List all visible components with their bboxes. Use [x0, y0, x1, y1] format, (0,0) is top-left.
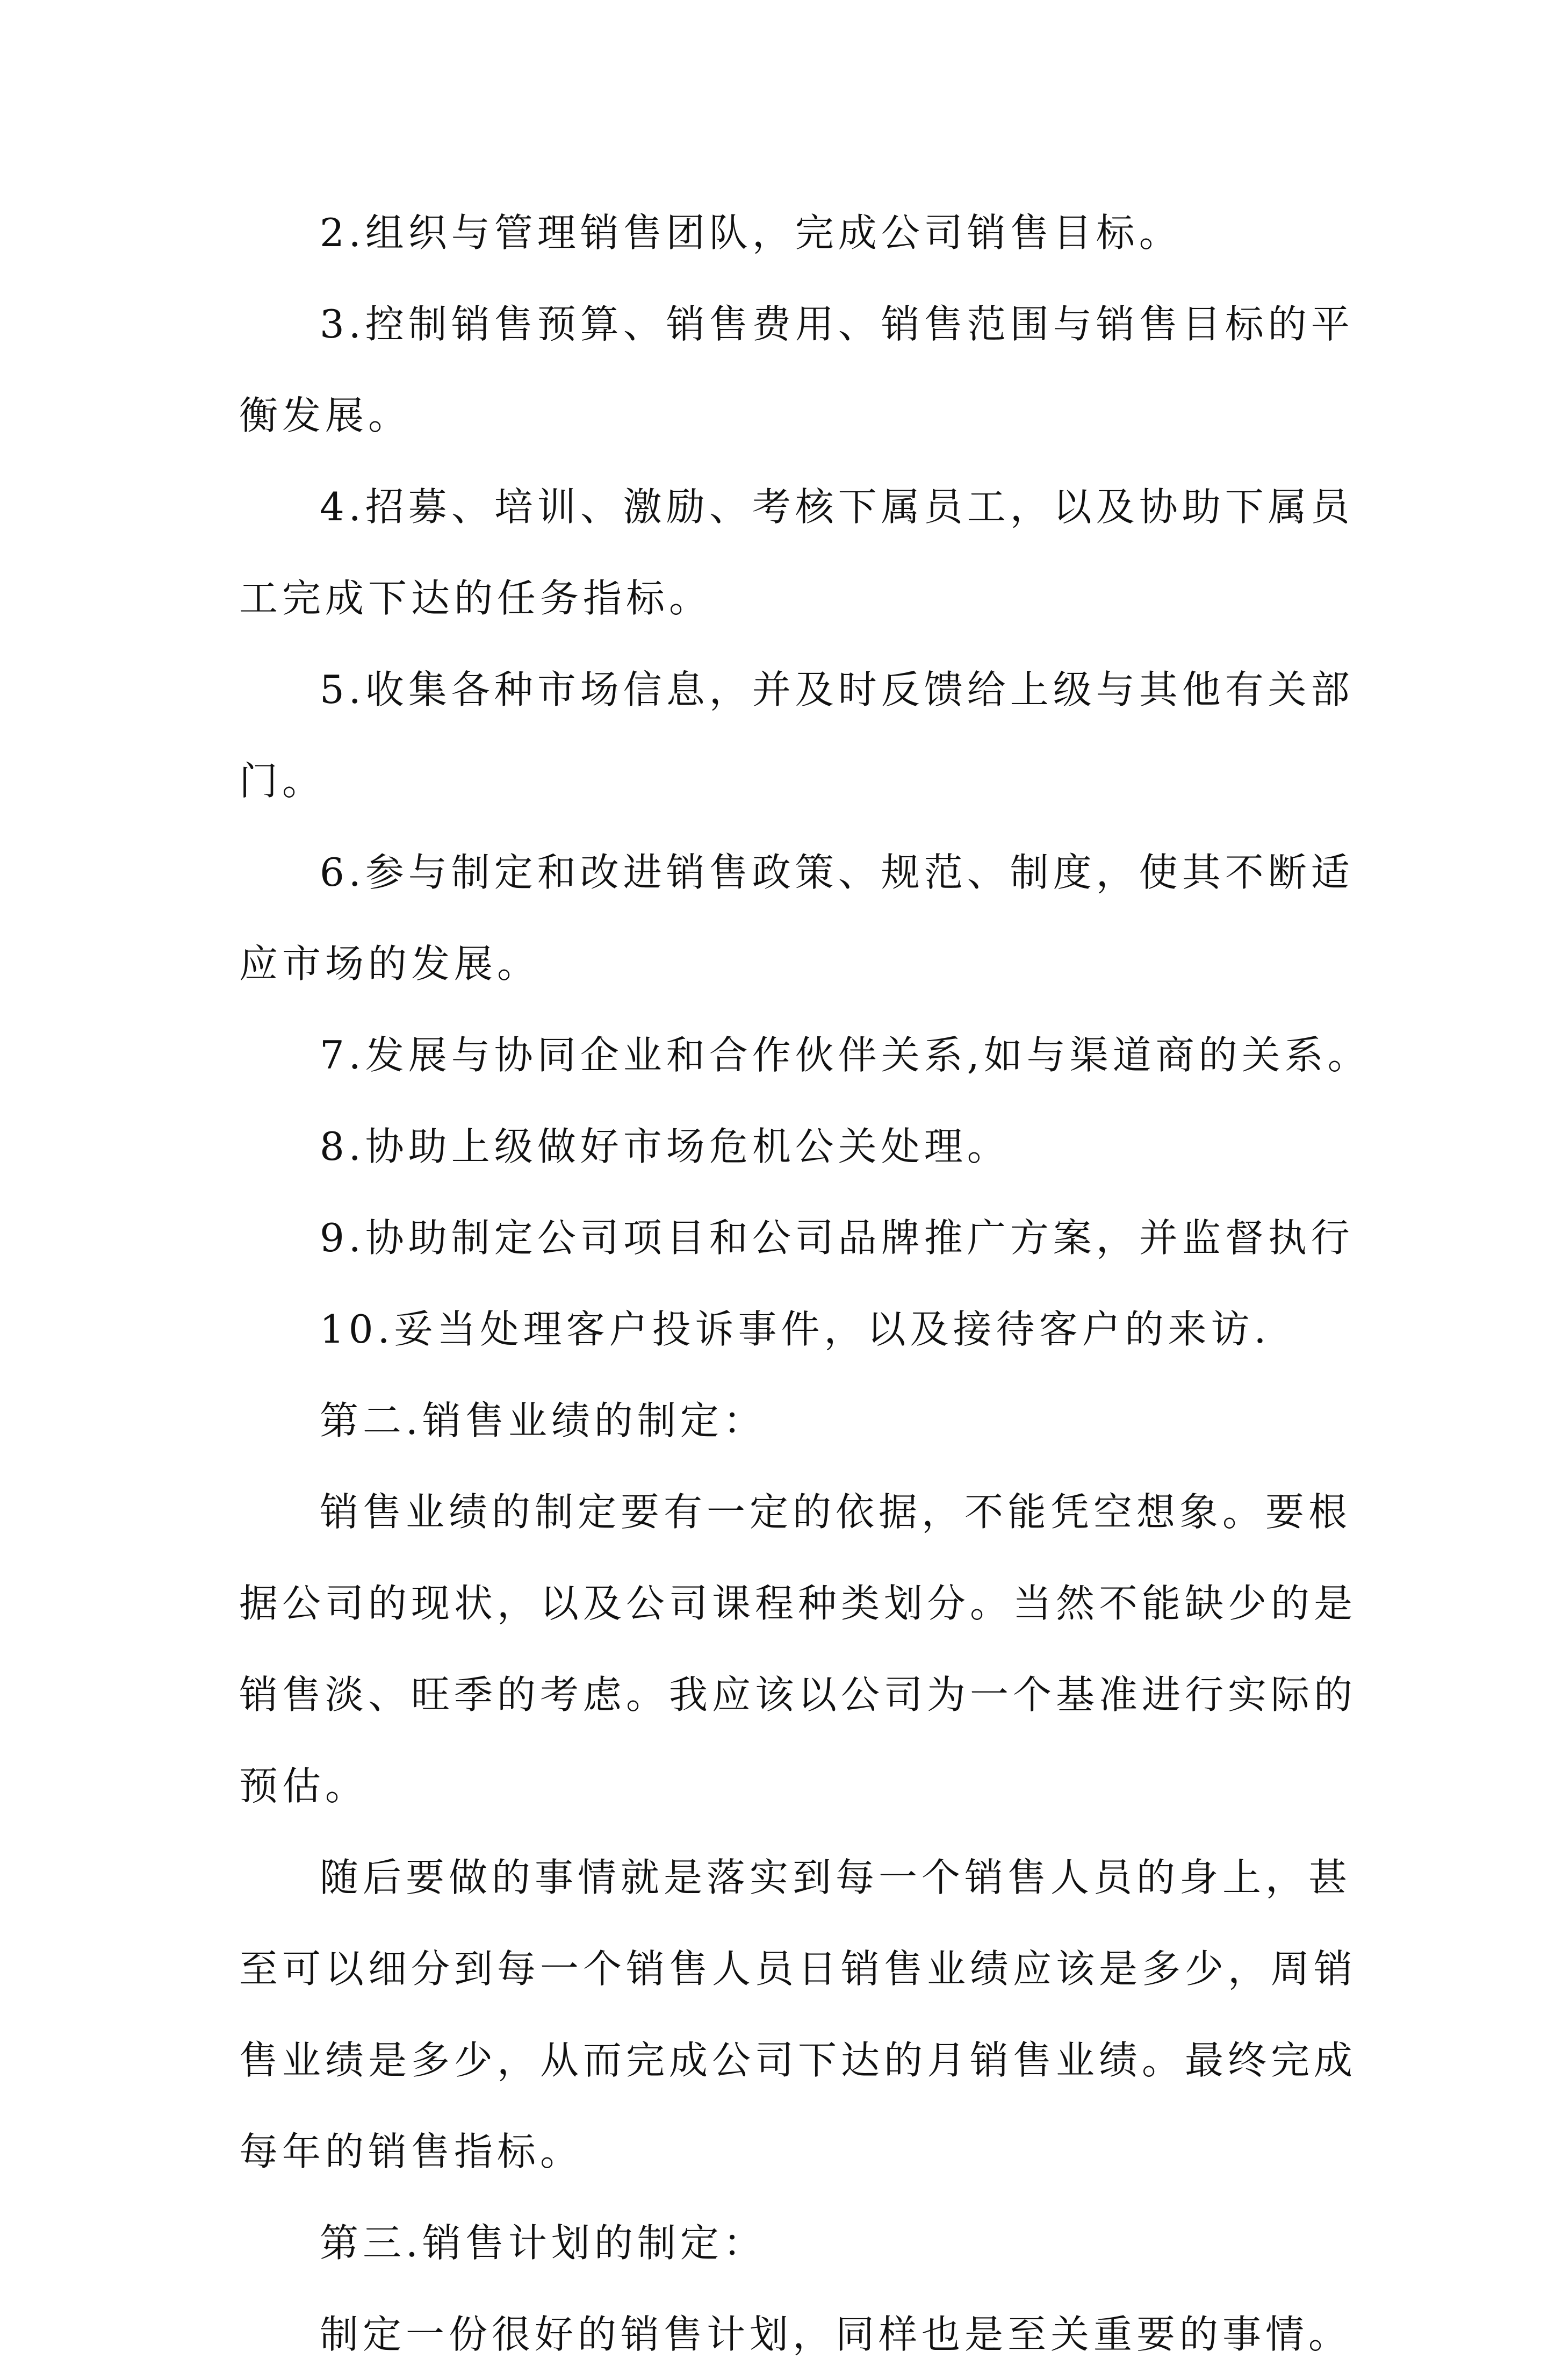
paragraph-line: 预估。 — [239, 1764, 369, 1809]
paragraph-4 — [239, 461, 1354, 644]
paragraph-line: 8.协助上级做好市场危机公关处理。 — [320, 1124, 1010, 1169]
paragraph-line: 9.协助制定公司项目和公司品牌推广方案，并监督执行 — [320, 1215, 1354, 1260]
paragraph-line: 工完成下达的任务指标。 — [239, 576, 712, 621]
section-heading: 第三.销售计划的制定： — [320, 2220, 766, 2266]
paragraph-2 — [239, 187, 1314, 278]
paragraph-line: 制定一份很好的销售计划，同样也是至关重要的事情。 — [320, 2312, 1352, 2357]
paragraph-line: 5.收集各种市场信息，并及时反馈给上级与其他有关部 — [320, 667, 1354, 712]
paragraph-sales-plan — [239, 2289, 1352, 2380]
paragraph-line: 7.发展与协同企业和合作伙伴关系,如与渠道商的关系。 — [320, 1033, 1371, 1078]
paragraph-line: 随后要做的事情就是落实到每一个销售人员的身上，甚 — [320, 1855, 1352, 1900]
paragraph-line: 衡发展。 — [239, 393, 412, 438]
paragraph-line: 2.组织与管理销售团队，完成公司销售目标。 — [320, 210, 1182, 255]
section-heading-3 — [239, 2197, 1314, 2289]
paragraph-line: 6.参与制定和改进销售政策、规范、制度，使其不断适 — [320, 850, 1354, 895]
paragraph-5 — [239, 644, 1354, 827]
paragraph-9 — [239, 1192, 1354, 1284]
paragraph-followup — [239, 1832, 1357, 2197]
paragraph-10 — [239, 1284, 1314, 1375]
paragraph-6 — [239, 827, 1354, 1009]
paragraph-line: 4.招募、培训、激励、考核下属员工，以及协助下属员 — [320, 484, 1354, 529]
paragraph-3 — [239, 278, 1354, 461]
paragraph-line: 销售淡、旺季的考虑。我应该以公司为一个基准进行实际的 — [239, 1672, 1357, 1717]
paragraph-line: 销售业绩的制定要有一定的依据，不能凭空想象。要根 — [320, 1489, 1352, 1535]
paragraph-line: 应市场的发展。 — [239, 941, 541, 986]
document-body — [239, 187, 1371, 2380]
paragraph-line: 3.控制销售预算、销售费用、销售范围与销售目标的平 — [320, 302, 1354, 347]
paragraph-sales-performance — [239, 1466, 1357, 1832]
paragraph-line: 售业绩是多少，从而完成公司下达的月销售业绩。最终完成 — [239, 2038, 1357, 2083]
paragraph-line: 据公司的现状，以及公司课程种类划分。当然不能缺少的是 — [239, 1581, 1357, 1626]
section-heading-2 — [239, 1375, 1314, 1466]
paragraph-line: 至可以细分到每一个销售人员日销售业绩应该是多少，周销 — [239, 1946, 1357, 1991]
paragraph-line: 10.妥当处理客户投诉事件，以及接待客户的来访. — [320, 1307, 1271, 1352]
section-heading: 第二.销售业绩的制定： — [320, 1398, 766, 1443]
paragraph-8 — [239, 1101, 1314, 1192]
paragraph-7 — [239, 1009, 1371, 1101]
paragraph-line: 每年的销售指标。 — [239, 2129, 584, 2174]
paragraph-line: 门。 — [239, 758, 326, 804]
